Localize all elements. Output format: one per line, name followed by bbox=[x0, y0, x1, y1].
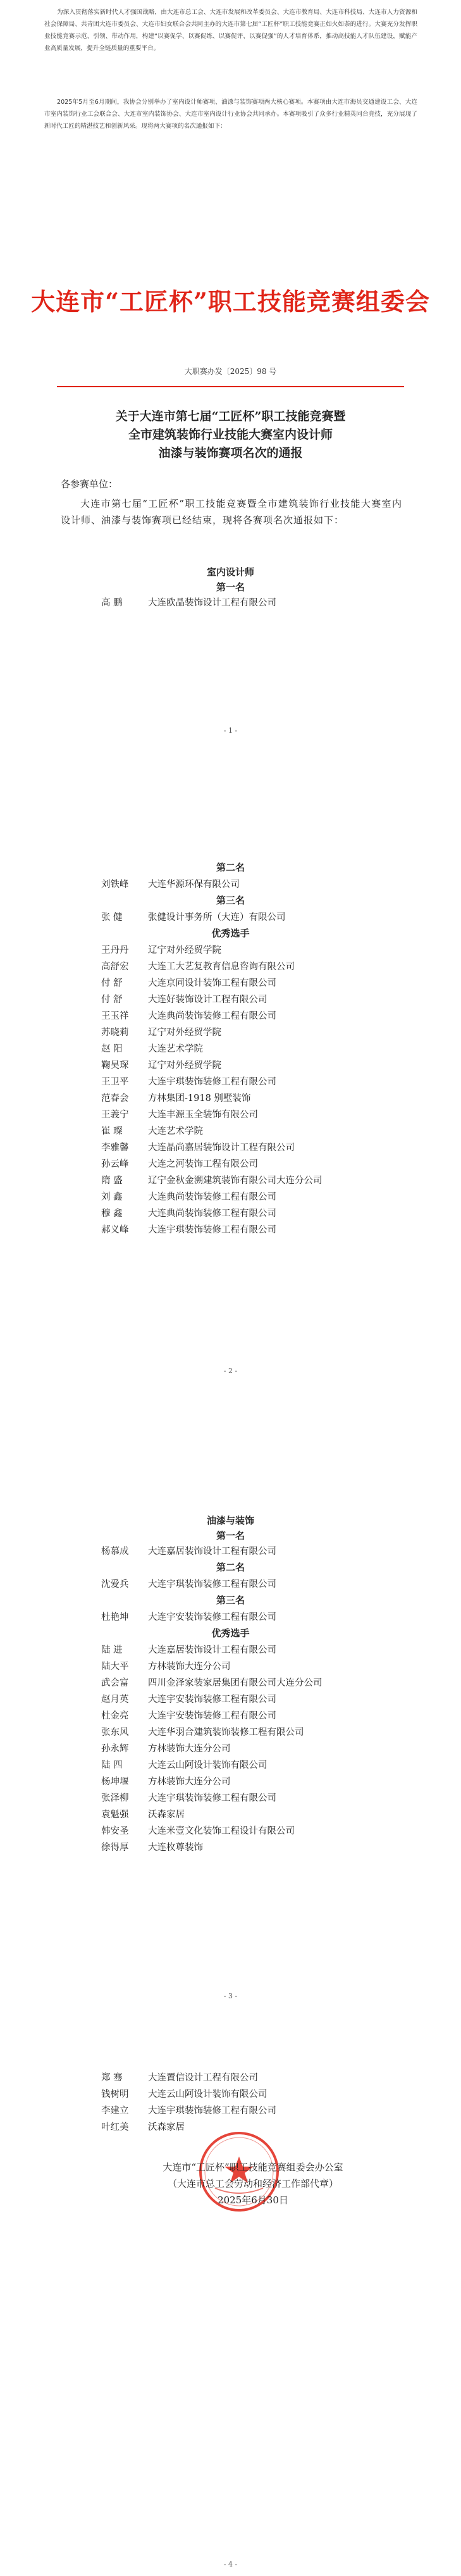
entrant-company: 大连好装饰设计工程有限公司 bbox=[148, 995, 267, 1005]
list-item bbox=[101, 1074, 276, 1088]
entrant-company: 辽宁对外经贸学院 bbox=[148, 945, 221, 955]
entrant-name: 隋 盛 bbox=[101, 1176, 123, 1186]
list-item bbox=[101, 1206, 276, 1219]
list-item bbox=[101, 1758, 267, 1771]
entrant-company: 大连云山阿设计装饰有限公司 bbox=[148, 2089, 267, 2100]
entrant-name: 刘铁峰 bbox=[101, 880, 129, 890]
list-item bbox=[101, 1173, 323, 1186]
entrant-name: 王義宁 bbox=[101, 1110, 129, 1120]
red-divider bbox=[57, 386, 404, 387]
prize-heading: 第二名 bbox=[216, 1562, 245, 1573]
body-paragraph: 大连市第七届“工匠杯”职工技能竞赛暨全市建筑装饰行业技能大赛室内设计师、油漆与装饰赛项已经结束，现将各赛项名次通报如下： bbox=[61, 498, 402, 526]
entrant-name: 赵月英 bbox=[101, 1695, 129, 1705]
entrant-name: 赵 阳 bbox=[101, 1044, 123, 1054]
entrant-company: 辽宁对外经贸学院 bbox=[148, 1028, 221, 1038]
list-item bbox=[101, 1223, 276, 1236]
entrant-company: 大连枚尊装饰 bbox=[148, 1843, 203, 1853]
entrant-company: 大连宇琪装饰装修工程有限公司 bbox=[148, 1225, 276, 1235]
prize-heading: 第三名 bbox=[216, 895, 245, 906]
entrant-name: 王玉祥 bbox=[101, 1011, 129, 1021]
intro-paragraph: 为深入贯彻落实新时代人才强国战略，由大连市总工会、大连市发展和改革委员会、大连市教育局、大连市科技局、大连市人力资源和社会保障局、共青团大连市委员会、大连市妇女联合会共同主办的大连市第七届“工匠杯”职工技能竞赛正如火如荼的进行。大赛充分发挥职业技能竞赛示范、引领、带动作用，构建“以赛促学、以赛促练、以赛促评、以赛促强”的人才培育体系，推动高技能人才队伍建设，赋能产业高质量发展，提升全链质量的重要平台。 bbox=[44, 9, 417, 52]
list-item bbox=[101, 1643, 276, 1656]
entrant-company: 大连宇琪装饰装修工程有限公司 bbox=[148, 2106, 276, 2116]
list-item bbox=[101, 1025, 221, 1038]
entrant-company: 大连宇安装饰装修工程有限公司 bbox=[148, 1711, 276, 1721]
entrant-company: 大连典尚装饰装修工程有限公司 bbox=[148, 1011, 276, 1021]
list-item bbox=[101, 1824, 295, 1837]
list-item bbox=[101, 877, 240, 890]
entrant-company: 辽宁金秋金溯建筑装饰有限公司大连分公司 bbox=[148, 1176, 323, 1186]
list-item bbox=[101, 1708, 276, 1722]
list-item bbox=[101, 1190, 276, 1203]
entrant-company: 辽宁对外经贸学院 bbox=[148, 1061, 221, 1071]
entrant-company: 张健设计事务所（大连）有限公司 bbox=[148, 912, 286, 923]
entrant-name: 郑 骞 bbox=[101, 2073, 123, 2083]
prize-heading: 优秀选手 bbox=[211, 1627, 250, 1639]
entrant-name: 武会富 bbox=[101, 1678, 129, 1688]
entrant-company: 大连宇琪装饰装修工程有限公司 bbox=[148, 1579, 276, 1590]
entrant-company: 方林装饰大连分公司 bbox=[148, 1662, 231, 1672]
entrant-company: 方林装饰大连分公司 bbox=[148, 1744, 231, 1754]
entrant-company: 大连艺术学院 bbox=[148, 1044, 203, 1054]
entrant-company: 沃森家居 bbox=[148, 2122, 185, 2132]
prize-heading: 优秀选手 bbox=[211, 928, 250, 939]
list-item bbox=[101, 959, 295, 973]
list-item bbox=[101, 1058, 221, 1071]
list-item bbox=[101, 1124, 203, 1137]
entrant-name: 杨慕成 bbox=[101, 1546, 129, 1557]
list-item bbox=[101, 1140, 295, 1154]
list-item bbox=[101, 2070, 258, 2084]
entrant-name: 叶红美 bbox=[101, 2122, 129, 2132]
entrant-company: 沃森家居 bbox=[148, 1810, 185, 1820]
entrant-name: 杜金亮 bbox=[101, 1711, 129, 1721]
list-item bbox=[101, 1157, 258, 1170]
entrant-company: 大连京同设计装饰工程有限公司 bbox=[148, 978, 276, 988]
entrant-name: 付 舒 bbox=[101, 978, 123, 988]
entrant-name: 王卫平 bbox=[101, 1077, 129, 1087]
entrant-company: 大连嘉居装饰设计工程有限公司 bbox=[148, 1645, 276, 1655]
doc-title-line: 全市建筑装饰行业技能大赛室内设计师 bbox=[128, 428, 333, 442]
entrant-name: 苏晓莉 bbox=[101, 1028, 129, 1038]
entrant-name: 杨坤堰 bbox=[101, 1777, 129, 1787]
entrant-name: 袁魁强 bbox=[101, 1810, 129, 1820]
entrant-company: 大连嘉居装饰设计工程有限公司 bbox=[148, 1546, 276, 1557]
list-item bbox=[101, 1091, 250, 1104]
entrant-company: 方林集团-1918 别墅装饰 bbox=[148, 1093, 251, 1104]
list-item bbox=[101, 2087, 267, 2100]
prize-heading: 第二名 bbox=[216, 862, 245, 873]
list-item bbox=[101, 1807, 185, 1820]
entrant-name: 王丹丹 bbox=[101, 945, 129, 955]
list-item bbox=[101, 1659, 231, 1672]
entrant-name: 刘 鑫 bbox=[101, 1192, 123, 1202]
prize-heading: 第一名 bbox=[216, 582, 245, 593]
doc-title-line: 油漆与装饰赛项名次的通报 bbox=[158, 446, 303, 460]
entrant-company: 方林装饰大连分公司 bbox=[148, 1777, 231, 1787]
page-number: - 1 - bbox=[223, 726, 238, 735]
page-number: - 2 - bbox=[223, 1367, 238, 1375]
list-item bbox=[101, 992, 267, 1005]
entrant-name: 陆 四 bbox=[101, 1760, 123, 1770]
list-item bbox=[101, 1774, 231, 1788]
signature-date: 2025年6月30日 bbox=[218, 2194, 288, 2206]
entrant-company: 大连欧晶装饰设计工程有限公司 bbox=[148, 598, 276, 608]
list-item bbox=[101, 943, 221, 956]
list-item bbox=[101, 2120, 185, 2133]
doc-title-line: 关于大连市第七届“工匠杯”职工技能竞赛暨 bbox=[115, 409, 346, 423]
list-item bbox=[101, 1042, 203, 1055]
entrant-name: 陆 进 bbox=[101, 1645, 123, 1655]
prize-heading: 第三名 bbox=[216, 1595, 245, 1606]
entrant-name: 韩安圣 bbox=[101, 1826, 129, 1836]
entrant-company: 大连宇琪装饰装修工程有限公司 bbox=[148, 1793, 276, 1803]
list-item bbox=[101, 910, 286, 923]
list-item bbox=[101, 1791, 276, 1804]
entrant-name: 张东风 bbox=[101, 1727, 129, 1738]
list-item bbox=[101, 976, 276, 989]
entrant-company: 大连云山阿设计装饰有限公司 bbox=[148, 1760, 267, 1770]
intro-paragraph: 2025年5月至6月期间，我协会分别举办了室内设计师赛项、油漆与装饰赛项两大核心赛项。本赛项由大连市海员交通建设工会、大连市室内装饰行业工会联合会、大连市室内装饰协会、大连市室内设计行业协会共同承办。本赛项吸引了众多行业精英同台竞技，充分展现了新时代工匠的精湛技艺和创新风采。现将两大赛项的名次通报如下： bbox=[44, 99, 417, 130]
page-number: - 4 - bbox=[223, 2560, 238, 2568]
entrant-name: 徐得厚 bbox=[101, 1843, 129, 1853]
entrant-company: 大连晶尚嘉居装饰设计工程有限公司 bbox=[148, 1143, 295, 1153]
entrant-company: 大连米壹文化装饰工程设计有限公司 bbox=[148, 1826, 295, 1836]
entrant-name: 孙云峰 bbox=[101, 1159, 129, 1169]
entrant-company: 大连置信设计工程有限公司 bbox=[148, 2073, 258, 2083]
org-title: 大连市“工匠杯”职工技能竞赛组委会 bbox=[31, 287, 430, 316]
list-item bbox=[101, 1692, 276, 1705]
entrant-name: 鞠昊琛 bbox=[101, 1061, 129, 1071]
list-item bbox=[101, 1107, 258, 1121]
entrant-name: 李雅馨 bbox=[101, 1143, 129, 1153]
signature-issuer: 大连市“工匠杯”职工技能竞赛组委会办公室 bbox=[163, 2162, 343, 2173]
entrant-name: 沈爱兵 bbox=[101, 1579, 129, 1590]
entrant-name: 孙永辉 bbox=[101, 1744, 129, 1754]
entrant-name: 崔 璨 bbox=[101, 1126, 123, 1136]
entrant-name: 张泽柳 bbox=[101, 1793, 129, 1803]
entrant-company: 四川金泽家装家居集团有限公司大连分公司 bbox=[148, 1678, 323, 1688]
entrant-name: 郝义峰 bbox=[101, 1225, 129, 1235]
entrant-company: 大连典尚装饰装修工程有限公司 bbox=[148, 1209, 276, 1219]
prize-heading: 第一名 bbox=[216, 1530, 245, 1541]
entrant-name: 高 鹏 bbox=[101, 598, 123, 608]
list-item bbox=[101, 2103, 276, 2117]
entrant-name: 高舒宏 bbox=[101, 962, 129, 972]
entrant-company: 大连宇安装饰装修工程有限公司 bbox=[148, 1695, 276, 1705]
list-item bbox=[101, 1725, 304, 1738]
entrant-company: 大连工大艺复教育信息咨询有限公司 bbox=[148, 962, 295, 972]
entrant-company: 大连艺术学院 bbox=[148, 1126, 203, 1136]
entrant-name: 张 健 bbox=[101, 912, 123, 923]
entrant-name: 穆 鑫 bbox=[101, 1209, 123, 1219]
entrant-company: 大连华源环保有限公司 bbox=[148, 880, 240, 890]
entrant-company: 大连宇安装饰装修工程有限公司 bbox=[148, 1612, 276, 1622]
list-item bbox=[101, 1009, 276, 1022]
salutation: 各参赛单位： bbox=[61, 478, 118, 490]
entrant-name: 陆大平 bbox=[101, 1662, 129, 1672]
entrant-company: 大连之河装饰工程有限公司 bbox=[148, 1159, 258, 1169]
section-heading: 油漆与装饰 bbox=[206, 1515, 254, 1526]
entrant-company: 大连宇琪装饰装修工程有限公司 bbox=[148, 1077, 276, 1087]
signature-stamp-note: （大连市总工会劳动和经济工作部代章） bbox=[167, 2178, 338, 2189]
section-heading: 室内设计师 bbox=[206, 566, 254, 578]
list-item bbox=[101, 1741, 231, 1755]
list-item bbox=[101, 595, 276, 609]
list-item bbox=[101, 1676, 323, 1689]
doc-number: 大职赛办发〔2025〕98 号 bbox=[184, 367, 277, 376]
entrant-company: 大连华羽合建筑装饰装修工程有限公司 bbox=[148, 1727, 304, 1738]
entrant-company: 大连丰源玉全装饰有限公司 bbox=[148, 1110, 258, 1120]
entrant-name: 李建立 bbox=[101, 2106, 129, 2116]
entrant-name: 付 舒 bbox=[101, 995, 123, 1005]
page-number: - 3 - bbox=[223, 1992, 238, 2000]
list-item bbox=[101, 1577, 276, 1590]
list-item bbox=[101, 1840, 203, 1853]
list-item bbox=[101, 1610, 276, 1623]
entrant-name: 杜艳坤 bbox=[101, 1612, 129, 1622]
entrant-company: 大连典尚装饰装修工程有限公司 bbox=[148, 1192, 276, 1202]
entrant-name: 钱树明 bbox=[101, 2089, 129, 2100]
entrant-name: 范春会 bbox=[101, 1093, 129, 1104]
list-item bbox=[101, 1544, 276, 1557]
